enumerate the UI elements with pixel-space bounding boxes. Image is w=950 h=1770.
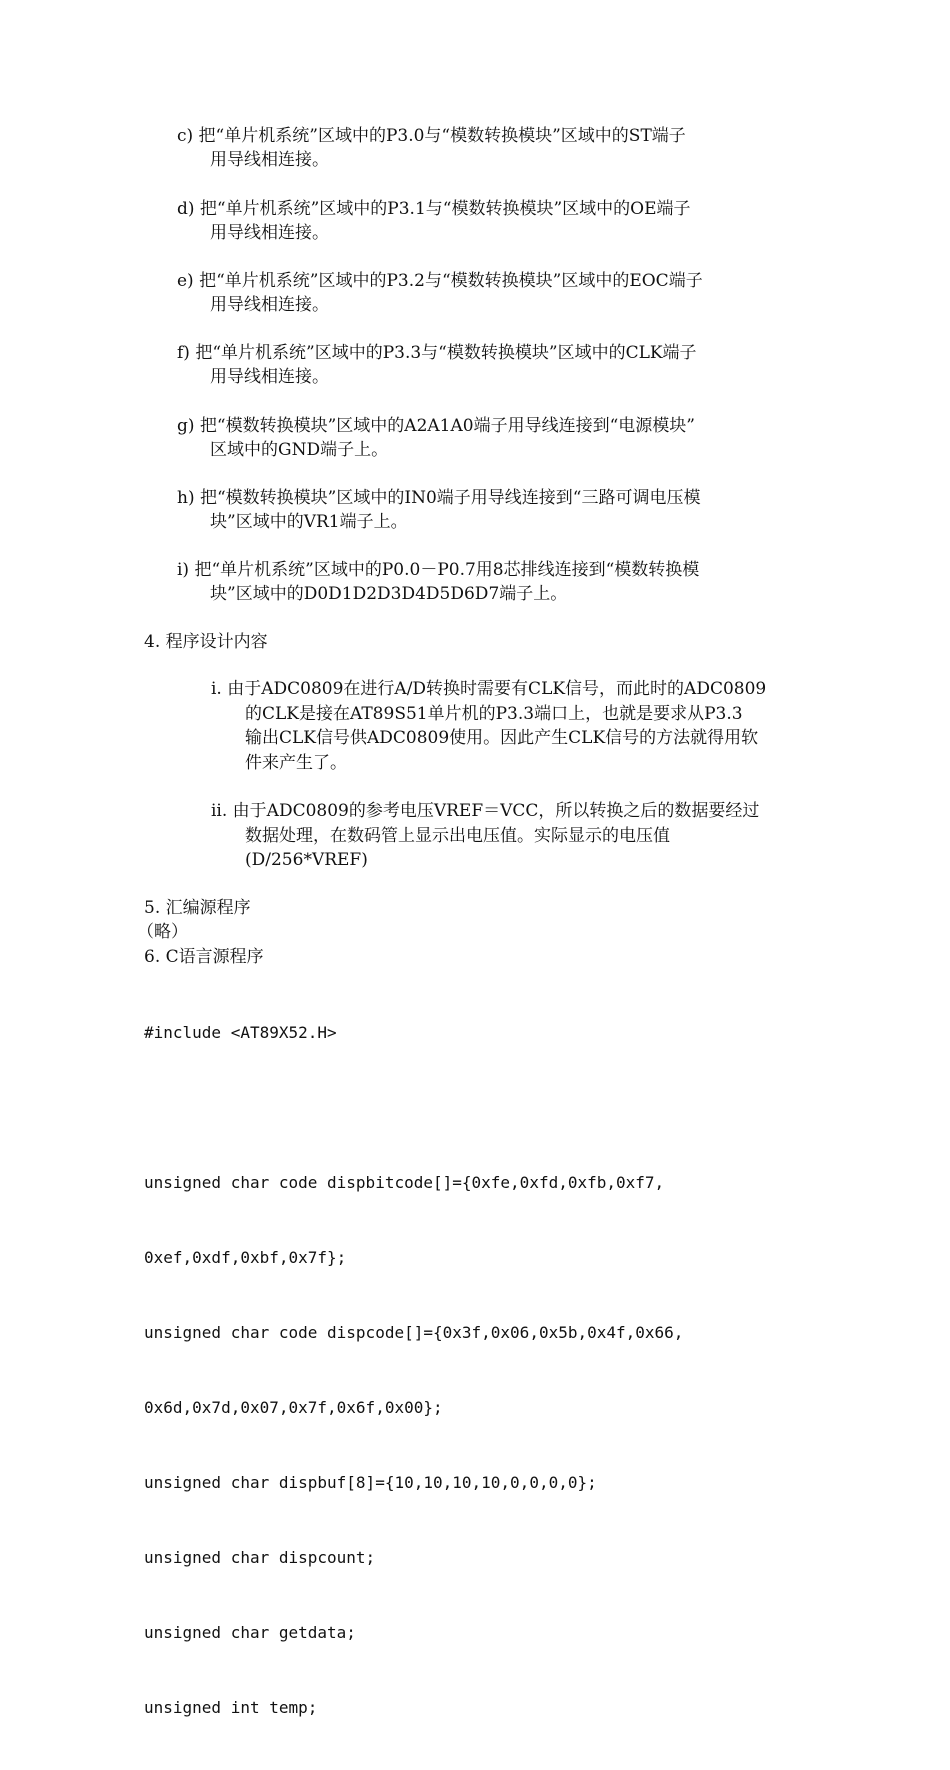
code-line: unsigned char getdata; [144,1623,356,1642]
item-line: 的CLK是接在AT89S51单片机的P3.3端口上，也就是要求从P3.3 [245,703,743,724]
step-f [177,341,817,389]
step-h [177,486,817,534]
step-text: c) 把“单片机系统”区域中的P3.0与“模数转换模块”区域中的ST端子 [177,126,686,146]
step-i [177,558,817,606]
step-continuation: 块”区域中的VR1端子上。 [210,512,408,532]
step-continuation: 区域中的GND端子上。 [210,440,389,460]
code-line: unsigned char code dispcode[]={0x3f,0x06,0x5b,0x4f,0x66, [144,1323,684,1342]
step-text: f) 把“单片机系统”区域中的P3.3与“模数转换模块”区域中的CLK端子 [177,343,697,363]
step-text: g) 把“模数转换模块”区域中的A2A1A0端子用导线连接到“电源模块” [177,416,695,436]
step-text: h) 把“模数转换模块”区域中的IN0端子用导线连接到“三路可调电压模 [177,488,701,508]
code-line [144,1095,683,1120]
item-line: ii. 由于ADC0809的参考电压VREF＝VCC，所以转换之后的数据要经过 [211,801,760,821]
step-text: e) 把“单片机系统”区域中的P3.2与“模数转换模块”区域中的EOC端子 [177,271,703,291]
section-6-heading: 6. C语言源程序 [144,947,264,967]
step-continuation: 用导线相连接。 [210,223,329,243]
section-5-heading: 5. 汇编源程序 [144,898,251,918]
step-c [177,124,817,172]
item-line: 件来产生了。 [245,752,347,773]
step-g [177,414,817,462]
code-line: unsigned int temp; [144,1698,318,1717]
step-continuation: 用导线相连接。 [210,150,329,170]
step-continuation: 用导线相连接。 [210,295,329,315]
section-4-item-i [211,677,811,775]
step-text: d) 把“单片机系统”区域中的P3.1与“模数转换模块”区域中的OE端子 [177,199,691,219]
section-4-heading: 4. 程序设计内容 [144,632,268,652]
code-line: 0xef,0xdf,0xbf,0x7f}; [144,1248,347,1267]
code-line: 0x6d,0x7d,0x07,0x7f,0x6f,0x00}; [144,1398,443,1417]
item-line: i. 由于ADC0809在进行A/D转换时需要有CLK信号，而此时的ADC0809 [211,679,767,699]
code-line: #include <AT89X52.H> [144,1023,337,1042]
step-text: i) 把“单片机系统”区域中的P0.0－P0.7用8芯排线连接到“模数转换模 [177,560,700,580]
section-4-item-ii [211,799,811,873]
item-line: (D/256*VREF) [245,850,368,870]
step-d [177,197,817,245]
section-5-note: （略） [137,922,188,942]
step-continuation: 用导线相连接。 [210,367,329,387]
code-line: unsigned char code dispbitcode[]={0xfe,0xfd,0xfb,0xf7, [144,1173,665,1192]
step-continuation: 块”区域中的D0D1D2D3D4D5D6D7端子上。 [210,584,568,604]
code-line: unsigned char dispcount; [144,1548,376,1567]
code-line: unsigned char dispbuf[8]={10,10,10,10,0,0,0,0}; [144,1473,597,1492]
step-e [177,269,817,317]
item-line: 输出CLK信号供ADC0809使用。因此产生CLK信号的方法就得用软 [245,728,759,748]
item-line: 数据处理，在数码管上显示出电压值。实际显示的电压值 [245,825,670,846]
code-block [144,970,683,1770]
